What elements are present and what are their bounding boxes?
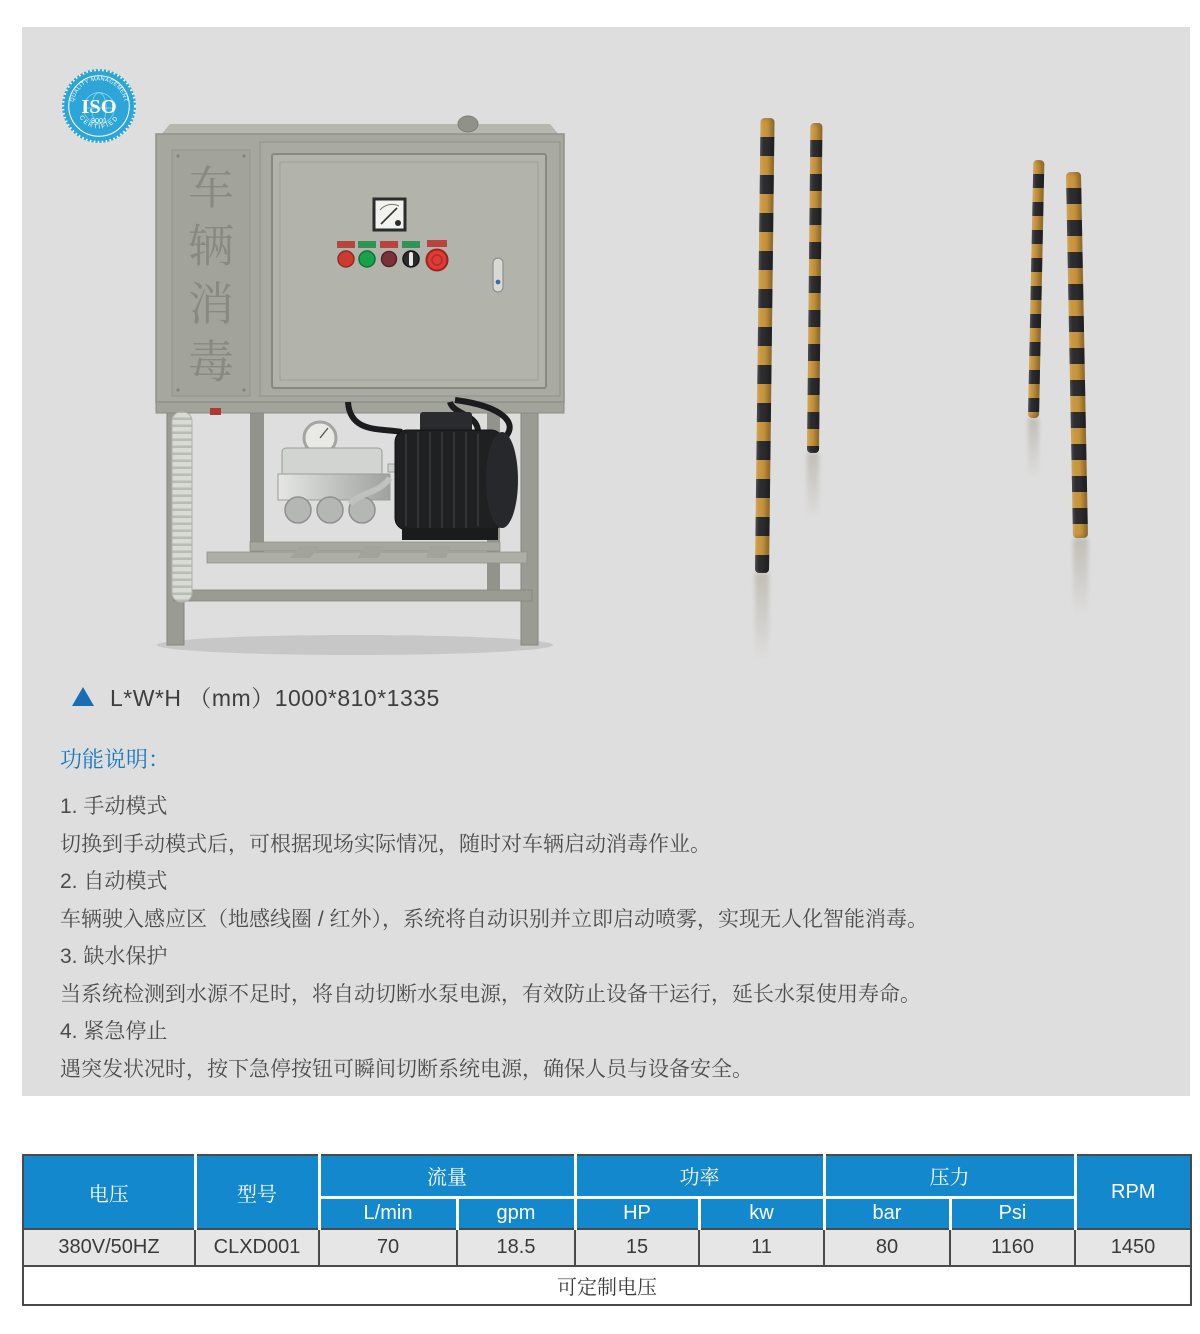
door-handle (493, 258, 503, 292)
spec-row (23, 1229, 1191, 1266)
sub-header-hp: HP (575, 1197, 699, 1229)
emergency-stop-button (427, 250, 448, 271)
feature-line: 当系统检测到水源不足时，将自动切断水泵电源，有效防止设备干运行，延长水泵使用寿命。 (60, 982, 921, 1006)
badge-9001-text: 9001 (91, 116, 107, 125)
feature-line: 2. 自动模式 (60, 870, 168, 893)
svg-text:毒: 毒 (188, 337, 234, 388)
cell-pressure-bar: 80 (824, 1229, 950, 1266)
pole-reflection (755, 573, 769, 661)
sub-header-gpm: gpm (457, 1197, 575, 1229)
cell-model: CLXD001 (195, 1229, 319, 1266)
svg-text:消: 消 (188, 279, 234, 330)
product-showcase-panel (22, 27, 1190, 1096)
voltmeter (374, 199, 405, 230)
badge-top-arc-text: QUALITY MANAGEMENT (69, 76, 129, 103)
cabinet (156, 116, 564, 402)
machine-shadow (157, 635, 553, 655)
cell-voltage: 380V/50HZ (23, 1229, 195, 1266)
valve-handle (210, 408, 221, 415)
svg-text:辆: 辆 (188, 221, 234, 272)
iso-9001-badge-icon (60, 67, 138, 145)
machine-photo (150, 112, 570, 657)
red-button (338, 251, 354, 267)
badge-iso-text: ISO (81, 96, 117, 119)
features-heading: 功能说明： (60, 747, 171, 772)
green-button (359, 251, 375, 267)
pole-reflection (1073, 538, 1088, 616)
sub-header-kw: kw (699, 1197, 824, 1229)
feature-line: 遇突发状况时，按下急停按钮可瞬间切断系统电源，确保人员与设备安全。 (60, 1057, 753, 1081)
cell-pressure-psi: 1160 (950, 1229, 1075, 1266)
cell-rpm: 1450 (1075, 1229, 1191, 1266)
col-header-voltage: 电压 (23, 1155, 195, 1229)
pole-reflection (807, 453, 819, 519)
col-header-rpm: RPM (1075, 1155, 1191, 1229)
pole-reflection (1028, 418, 1039, 478)
col-header-pressure: 压力 (824, 1155, 1075, 1197)
feature-line: 3. 缺水保护 (60, 945, 168, 968)
cell-power-hp: 15 (575, 1229, 699, 1266)
feature-line: 车辆驶入感应区（地感线圈 / 红外），系统将自动识别并立即启动喷雾，实现无人化智能消毒。 (60, 907, 928, 931)
sub-header-bar: bar (824, 1197, 950, 1229)
spec-footer-row (23, 1266, 1191, 1305)
dimensions-text: L*W*H （mm）1000*810*1335 (110, 685, 440, 711)
custom-voltage-note: 可定制电压 (23, 1266, 1191, 1305)
spray-pole-tall-right-icon (1066, 172, 1088, 538)
col-header-power: 功率 (575, 1155, 824, 1197)
col-header-flow: 流量 (319, 1155, 575, 1197)
spray-pole-tall-left-icon (755, 118, 775, 573)
col-header-model: 型号 (195, 1155, 319, 1229)
badge-bottom-arc-text: CERTIFIED (77, 114, 121, 131)
control-door (260, 142, 560, 396)
spec-table (22, 1154, 1192, 1306)
cell-flow-gpm: 18.5 (457, 1229, 575, 1266)
top-cap (458, 116, 478, 132)
svg-text:车: 车 (188, 163, 234, 214)
feature-line: 4. 紧急停止 (60, 1020, 168, 1043)
spray-pole-short-right-icon (1028, 160, 1044, 418)
sub-header-psi: Psi (950, 1197, 1075, 1229)
cell-flow-lmin: 70 (319, 1229, 457, 1266)
sub-header-lmin: L/min (319, 1197, 457, 1229)
triangle-bullet-icon (72, 687, 94, 706)
cell-power-kw: 11 (699, 1229, 824, 1266)
maroon-button (382, 252, 397, 267)
feature-line: 切换到手动模式后，可根据现场实际情况，随时对车辆启动消毒作业。 (60, 832, 711, 856)
water-hose (172, 412, 192, 602)
dimensions-row (72, 680, 440, 713)
spray-pole-short-left-icon (807, 123, 822, 453)
features-section (60, 743, 1160, 1088)
feature-line: 1. 手动模式 (60, 795, 168, 818)
